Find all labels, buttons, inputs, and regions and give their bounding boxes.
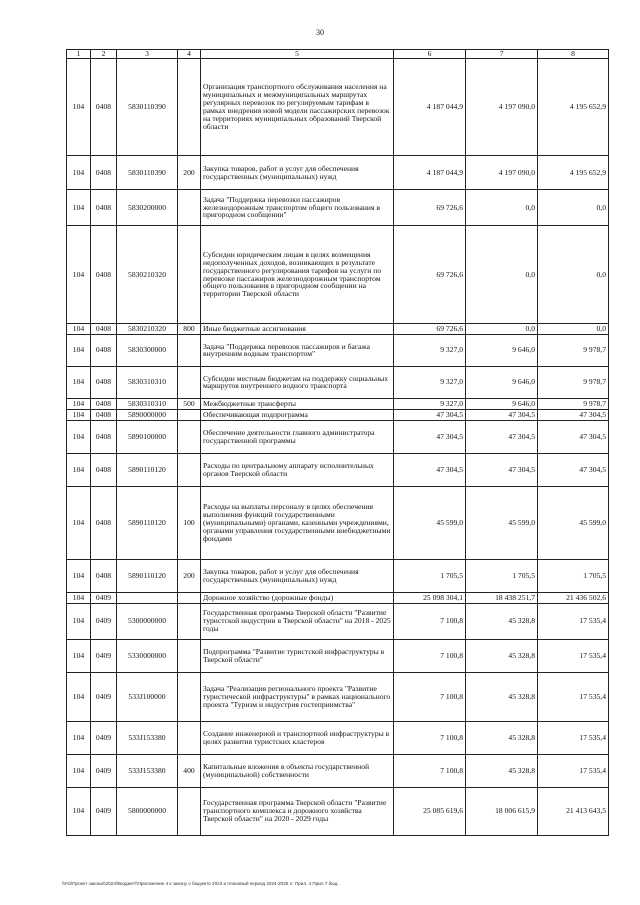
cell-amount-year-3: 9 978,7 <box>538 334 609 366</box>
cell-amount-year-1: 7 100,8 <box>394 754 466 787</box>
cell-section-code: 104 <box>67 559 91 592</box>
table-row <box>67 398 609 409</box>
table-row <box>67 453 609 486</box>
cell-target-article: 5890110120 <box>117 559 178 592</box>
cell-expense-type <box>178 226 201 324</box>
cell-subsection-code: 0408 <box>91 334 117 366</box>
cell-subsection-code: 0409 <box>91 603 117 639</box>
cell-expense-type <box>178 420 201 453</box>
cell-expense-type <box>178 59 201 156</box>
cell-name: Расходы по центральному аппарату исполнительных органов Тверской области <box>201 453 394 486</box>
cell-amount-year-2: 45 599,0 <box>466 486 538 559</box>
cell-expense-type <box>178 453 201 486</box>
cell-expense-type: 100 <box>178 486 201 559</box>
cell-amount-year-2: 45 328,8 <box>466 603 538 639</box>
cell-amount-year-1: 4 187 044,9 <box>394 156 466 190</box>
cell-amount-year-2: 47 304,5 <box>466 453 538 486</box>
cell-amount-year-3: 17 535,4 <box>538 639 609 672</box>
cell-section-code: 104 <box>67 366 91 398</box>
cell-expense-type <box>178 672 201 721</box>
cell-amount-year-1: 7 100,8 <box>394 639 466 672</box>
cell-section-code: 104 <box>67 787 91 835</box>
cell-expense-type: 200 <box>178 156 201 190</box>
cell-name: Закупка товаров, работ и услуг для обеспечения государственных (муниципальных) нужд <box>201 559 394 592</box>
cell-subsection-code: 0408 <box>91 190 117 226</box>
cell-amount-year-1: 9 327,0 <box>394 334 466 366</box>
cell-amount-year-3: 17 535,4 <box>538 672 609 721</box>
table-row <box>67 324 609 335</box>
cell-subsection-code: 0409 <box>91 721 117 754</box>
cell-amount-year-3: 9 978,7 <box>538 398 609 409</box>
table-row <box>67 672 609 721</box>
cell-name: Задача "Поддержка перевозок пассажиров и багажа внутренним водным транспортом" <box>201 334 394 366</box>
cell-name: Создание инженерной и транспортной инфраструктуры в целях развития туристских кластеров <box>201 721 394 754</box>
cell-amount-year-2: 9 646,0 <box>466 398 538 409</box>
page-number: 30 <box>316 28 324 37</box>
cell-subsection-code: 0408 <box>91 366 117 398</box>
cell-amount-year-3: 47 304,5 <box>538 420 609 453</box>
cell-expense-type <box>178 334 201 366</box>
cell-target-article: 5830110390 <box>117 156 178 190</box>
cell-name: Задача "Поддержка перевозки пассажиров железнодорожным транспортом общего пользования в пригородном сообщении" <box>201 190 394 226</box>
cell-section-code: 104 <box>67 603 91 639</box>
cell-amount-year-2: 45 328,8 <box>466 754 538 787</box>
cell-section-code: 104 <box>67 592 91 603</box>
cell-name: Организация транспортного обслуживания населения на муниципальных и межмуниципальных маршрутах регулярных перевозок по регулируемым тарифам в рамках внедрения новой модели пассажирских перевозок на территориях муниципальных образований Тверской области <box>201 59 394 156</box>
table-header-row <box>67 50 609 59</box>
cell-name: Обеспечение деятельности главного администратора государственной программы <box>201 420 394 453</box>
cell-name: Обеспечивающая подпрограмма <box>201 409 394 420</box>
cell-amount-year-1: 7 100,8 <box>394 672 466 721</box>
cell-name: Дорожное хозяйство (дорожные фонды) <box>201 592 394 603</box>
cell-amount-year-1: 9 327,0 <box>394 366 466 398</box>
cell-name: Подпрограмма "Развитие туристской инфраструктуры в Тверской области" <box>201 639 394 672</box>
cell-amount-year-2: 0,0 <box>466 324 538 335</box>
cell-amount-year-1: 9 327,0 <box>394 398 466 409</box>
cell-expense-type: 800 <box>178 324 201 335</box>
cell-section-code: 104 <box>67 754 91 787</box>
cell-expense-type: 400 <box>178 754 201 787</box>
cell-target-article: 5830200000 <box>117 190 178 226</box>
cell-name: Капитальные вложения в объекты государственной (муниципальной) собственности <box>201 754 394 787</box>
cell-amount-year-3: 4 195 652,9 <box>538 156 609 190</box>
cell-section-code: 104 <box>67 398 91 409</box>
table-row <box>67 334 609 366</box>
header-col-7: 7 <box>466 50 538 59</box>
cell-amount-year-3: 17 535,4 <box>538 603 609 639</box>
cell-amount-year-2: 45 328,8 <box>466 672 538 721</box>
cell-target-article: 5830210320 <box>117 324 178 335</box>
cell-amount-year-2: 47 304,5 <box>466 409 538 420</box>
cell-amount-year-3: 0,0 <box>538 324 609 335</box>
table-row <box>67 366 609 398</box>
cell-amount-year-2: 4 197 090,0 <box>466 59 538 156</box>
cell-section-code: 104 <box>67 639 91 672</box>
cell-amount-year-1: 4 187 044,9 <box>394 59 466 156</box>
table-row <box>67 156 609 190</box>
cell-name: Иные бюджетные ассигнования <box>201 324 394 335</box>
cell-subsection-code: 0408 <box>91 420 117 453</box>
cell-amount-year-2: 4 197 090,0 <box>466 156 538 190</box>
cell-expense-type <box>178 190 201 226</box>
header-col-1: 1 <box>67 50 91 59</box>
cell-section-code: 104 <box>67 156 91 190</box>
cell-target-article: 5890000000 <box>117 409 178 420</box>
cell-subsection-code: 0408 <box>91 559 117 592</box>
footer-file-path: \\Fs\\Проект закона\\2023\\Бюджет\\Приложение 4 к закону о бюджете 2023 и плановый период 2024-2025 гг. Прил. 4 Прил 7 бюд. <box>62 881 339 886</box>
cell-target-article: 5830310310 <box>117 398 178 409</box>
cell-amount-year-1: 25 098 304,1 <box>394 592 466 603</box>
cell-section-code: 104 <box>67 453 91 486</box>
cell-name: Расходы на выплаты персоналу в целях обеспечения выполнения функций государственными (муниципальными) органами, казенными учреждениями, органами управления государственными внебюджетными фондами <box>201 486 394 559</box>
cell-amount-year-2: 47 304,5 <box>466 420 538 453</box>
cell-amount-year-1: 25 085 619,6 <box>394 787 466 835</box>
cell-amount-year-3: 17 535,4 <box>538 754 609 787</box>
cell-target-article: 533J153380 <box>117 721 178 754</box>
header-col-4: 4 <box>178 50 201 59</box>
cell-name: Государственная программа Тверской области "Развитие туристской индустрии в Тверской области" на 2018 - 2025 годы <box>201 603 394 639</box>
header-col-6: 6 <box>394 50 466 59</box>
cell-amount-year-1: 69 726,6 <box>394 190 466 226</box>
cell-amount-year-1: 47 304,5 <box>394 420 466 453</box>
table-row <box>67 190 609 226</box>
cell-amount-year-2: 45 328,8 <box>466 639 538 672</box>
cell-expense-type: 200 <box>178 559 201 592</box>
cell-target-article: 5890100000 <box>117 420 178 453</box>
table-row <box>67 603 609 639</box>
cell-amount-year-3: 0,0 <box>538 190 609 226</box>
cell-subsection-code: 0408 <box>91 453 117 486</box>
cell-amount-year-2: 18 438 251,7 <box>466 592 538 603</box>
cell-target-article: 5830310310 <box>117 366 178 398</box>
cell-subsection-code: 0408 <box>91 226 117 324</box>
table-row <box>67 754 609 787</box>
cell-section-code: 104 <box>67 324 91 335</box>
cell-amount-year-3: 21 413 643,5 <box>538 787 609 835</box>
cell-target-article: 533J100000 <box>117 672 178 721</box>
cell-target-article: 5890110120 <box>117 453 178 486</box>
cell-amount-year-3: 0,0 <box>538 226 609 324</box>
cell-amount-year-1: 45 599,0 <box>394 486 466 559</box>
cell-amount-year-3: 47 304,5 <box>538 409 609 420</box>
cell-amount-year-2: 9 646,0 <box>466 366 538 398</box>
cell-expense-type <box>178 787 201 835</box>
cell-section-code: 104 <box>67 334 91 366</box>
cell-expense-type: 500 <box>178 398 201 409</box>
cell-subsection-code: 0409 <box>91 672 117 721</box>
cell-name: Субсидии местным бюджетам на поддержку социальных маршрутов внутреннего водного транспорта <box>201 366 394 398</box>
cell-amount-year-2: 9 646,0 <box>466 334 538 366</box>
cell-subsection-code: 0408 <box>91 324 117 335</box>
cell-amount-year-1: 7 100,8 <box>394 603 466 639</box>
cell-amount-year-1: 47 304,5 <box>394 453 466 486</box>
table-row <box>67 787 609 835</box>
cell-amount-year-3: 45 599,0 <box>538 486 609 559</box>
cell-amount-year-1: 47 304,5 <box>394 409 466 420</box>
cell-subsection-code: 0409 <box>91 754 117 787</box>
table-row <box>67 486 609 559</box>
header-col-3: 3 <box>117 50 178 59</box>
cell-subsection-code: 0409 <box>91 639 117 672</box>
table-row <box>67 409 609 420</box>
cell-amount-year-2: 45 328,8 <box>466 721 538 754</box>
table-row <box>67 420 609 453</box>
cell-amount-year-3: 47 304,5 <box>538 453 609 486</box>
table-row <box>67 59 609 156</box>
cell-expense-type <box>178 639 201 672</box>
cell-expense-type <box>178 366 201 398</box>
cell-subsection-code: 0409 <box>91 592 117 603</box>
cell-section-code: 104 <box>67 59 91 156</box>
cell-name: Задача "Реализация регионального проекта "Развитие туристической инфраструктуры" в рамках национального проекта "Туризм и индустрия гостеприимства" <box>201 672 394 721</box>
table-row <box>67 559 609 592</box>
cell-subsection-code: 0408 <box>91 409 117 420</box>
cell-amount-year-2: 1 705,5 <box>466 559 538 592</box>
table-row <box>67 639 609 672</box>
cell-amount-year-1: 69 726,6 <box>394 226 466 324</box>
cell-subsection-code: 0408 <box>91 59 117 156</box>
cell-section-code: 104 <box>67 226 91 324</box>
header-col-5: 5 <box>201 50 394 59</box>
cell-amount-year-3: 9 978,7 <box>538 366 609 398</box>
table-row <box>67 226 609 324</box>
cell-target-article: 5830300000 <box>117 334 178 366</box>
cell-amount-year-1: 1 705,5 <box>394 559 466 592</box>
cell-name: Закупка товаров, работ и услуг для обеспечения государственных (муниципальных) нужд <box>201 156 394 190</box>
cell-amount-year-3: 4 195 652,9 <box>538 59 609 156</box>
cell-name: Субсидии юридическим лицам в целях возмещения недополученных доходов, возникающих в результате государственного регулирования тарифов на услуги по перевозке пассажиров железнодорожным транспортом общего пользования в пригородном сообщении на территории Тверской области <box>201 226 394 324</box>
cell-target-article: 5890110120 <box>117 486 178 559</box>
cell-target-article: 5300000000 <box>117 603 178 639</box>
cell-section-code: 104 <box>67 672 91 721</box>
cell-target-article: 5800000000 <box>117 787 178 835</box>
cell-target-article: 5330000000 <box>117 639 178 672</box>
table-row <box>67 592 609 603</box>
cell-section-code: 104 <box>67 486 91 559</box>
cell-subsection-code: 0408 <box>91 398 117 409</box>
cell-amount-year-2: 18 006 615,9 <box>466 787 538 835</box>
cell-subsection-code: 0408 <box>91 486 117 559</box>
cell-section-code: 104 <box>67 420 91 453</box>
cell-name: Государственная программа Тверской области "Развитие транспортного комплекса и дорожного хозяйства Тверской области" на 2020 - 2029 годы <box>201 787 394 835</box>
cell-name: Межбюджетные трансферты <box>201 398 394 409</box>
cell-expense-type <box>178 603 201 639</box>
cell-amount-year-1: 69 726,6 <box>394 324 466 335</box>
header-col-8: 8 <box>538 50 609 59</box>
cell-target-article <box>117 592 178 603</box>
header-col-2: 2 <box>91 50 117 59</box>
cell-amount-year-3: 21 436 502,6 <box>538 592 609 603</box>
cell-amount-year-1: 7 100,8 <box>394 721 466 754</box>
cell-expense-type <box>178 592 201 603</box>
cell-expense-type <box>178 409 201 420</box>
cell-section-code: 104 <box>67 190 91 226</box>
cell-subsection-code: 0408 <box>91 156 117 190</box>
cell-target-article: 533J153380 <box>117 754 178 787</box>
cell-amount-year-3: 1 705,5 <box>538 559 609 592</box>
cell-subsection-code: 0409 <box>91 787 117 835</box>
cell-section-code: 104 <box>67 721 91 754</box>
cell-amount-year-2: 0,0 <box>466 226 538 324</box>
cell-target-article: 5830210320 <box>117 226 178 324</box>
budget-table <box>66 49 609 836</box>
cell-section-code: 104 <box>67 409 91 420</box>
cell-target-article: 5830110390 <box>117 59 178 156</box>
cell-amount-year-2: 0,0 <box>466 190 538 226</box>
table-row <box>67 721 609 754</box>
cell-amount-year-3: 17 535,4 <box>538 721 609 754</box>
cell-expense-type <box>178 721 201 754</box>
